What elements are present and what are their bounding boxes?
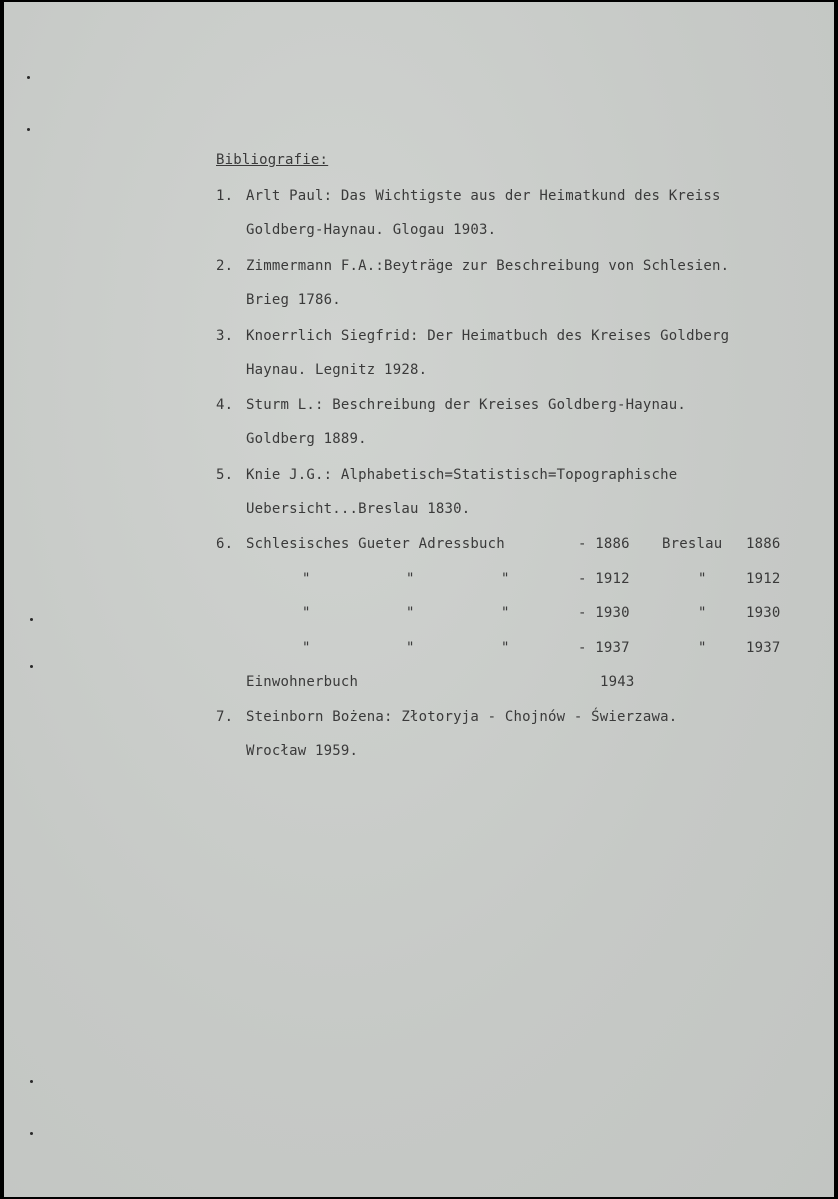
ditto-mark: " <box>302 640 311 656</box>
edition-year: - 1886 <box>578 536 630 552</box>
item-text-line: Zimmermann F.A.:Beyträge zur Beschreibung von Schlesien. <box>246 258 730 274</box>
punch-hole <box>30 1132 33 1135</box>
item-text-line: Wrocław 1959. <box>246 743 359 759</box>
ditto-mark: " <box>501 640 510 656</box>
einwohnerbuch-label: Einwohnerbuch <box>246 674 359 690</box>
item-text-line: Goldberg 1889. <box>246 431 367 447</box>
edition-year: - 1930 <box>578 605 630 621</box>
einwohnerbuch-year: 1943 <box>600 674 635 690</box>
item-text-line: Arlt Paul: Das Wichtigste aus der Heimatkund des Kreiss <box>246 188 721 204</box>
item-text-line: Knie J.G.: Alphabetisch=Statistisch=Topographische <box>246 467 678 483</box>
punch-hole <box>27 76 30 79</box>
edition-year2: 1930 <box>746 605 781 621</box>
item-text-line: Steinborn Bożena: Złotoryja - Chojnów - Świerzawa. <box>246 709 678 725</box>
item-text-line: Brieg 1786. <box>246 292 341 308</box>
edition-year2: 1937 <box>746 640 781 656</box>
ditto-mark: " <box>698 640 707 656</box>
bibliography-heading: Bibliografie: <box>216 152 329 168</box>
ditto-mark: " <box>302 571 311 587</box>
item-number: 2. <box>216 258 234 274</box>
ditto-mark: " <box>302 605 311 621</box>
ditto-mark: " <box>698 605 707 621</box>
ditto-mark: " <box>406 640 415 656</box>
item-number: 3. <box>216 328 234 344</box>
punch-hole <box>30 1080 33 1083</box>
ditto-mark: " <box>406 605 415 621</box>
edition-year2: 1886 <box>746 536 781 552</box>
ditto-mark: " <box>501 605 510 621</box>
item-number: 7. <box>216 709 234 725</box>
item-text-line: Schlesisches Gueter Adressbuch <box>246 536 505 552</box>
item-number: 4. <box>216 397 234 413</box>
edition-year: - 1937 <box>578 640 630 656</box>
item-number: 5. <box>216 467 234 483</box>
item-text-line: Knoerrlich Siegfrid: Der Heimatbuch des Kreises Goldberg <box>246 328 730 344</box>
edition-year2: 1912 <box>746 571 781 587</box>
edition-year: - 1912 <box>578 571 630 587</box>
ditto-mark: " <box>501 571 510 587</box>
item-text-line: Uebersicht...Breslau 1830. <box>246 501 471 517</box>
item-text-line: Goldberg-Haynau. Glogau 1903. <box>246 222 497 238</box>
item-number: 6. <box>216 536 234 552</box>
punch-hole <box>30 665 33 668</box>
ditto-mark: " <box>406 571 415 587</box>
document-page <box>4 2 834 1197</box>
item-text-line: Sturm L.: Beschreibung der Kreises Goldberg-Haynau. <box>246 397 687 413</box>
punch-hole <box>27 128 30 131</box>
item-text-line: Haynau. Legnitz 1928. <box>246 362 428 378</box>
edition-place: Breslau <box>662 536 723 552</box>
item-number: 1. <box>216 188 234 204</box>
punch-hole <box>30 618 33 621</box>
ditto-mark: " <box>698 571 707 587</box>
